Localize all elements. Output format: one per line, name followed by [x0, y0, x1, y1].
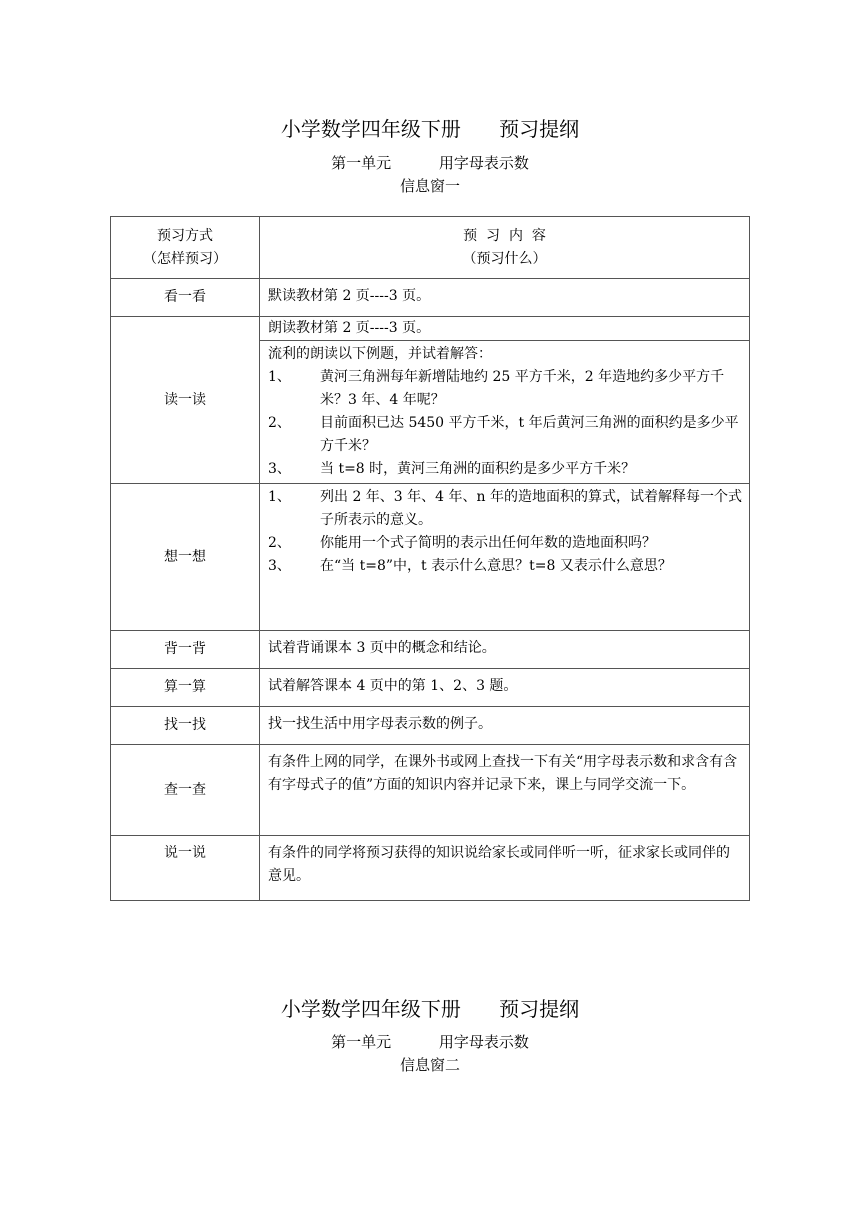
item-number: 2、 [268, 535, 291, 551]
header-content-line1: 预 习 内 容 [463, 227, 546, 244]
header-content [260, 217, 750, 279]
preview-outline-table [110, 216, 750, 901]
item-text: 在“当 t=8”中，t 表示什么意思？t=8 又表示什么意思？ [320, 558, 672, 574]
list-item [268, 486, 743, 532]
item-number: 2、 [268, 415, 291, 431]
item-text: 列出 2 年、3 年、4 年、n 年的造地面积的算式，试着解释每一个式子所表示的意义。 [320, 489, 742, 528]
item-text: 你能用一个式子简明的表示出任何年数的造地面积吗？ [320, 535, 656, 551]
read-block [260, 341, 749, 483]
header-method-line1: 预习方式 [157, 227, 213, 244]
read-intro: 流利的朗读以下例题，并试着解答： [268, 346, 492, 362]
item-text: 目前面积已达 5450 平方千米，t 年后黄河三角洲的面积约是多少平方千米？ [320, 415, 739, 454]
method-read: 读一读 [111, 317, 260, 484]
list-item [268, 532, 743, 555]
table-row-recite [111, 631, 750, 669]
method-calc: 算一算 [111, 669, 260, 707]
item-number: 1、 [268, 489, 291, 505]
table-row-read [111, 317, 750, 484]
method-recite: 背一背 [111, 631, 260, 669]
table-row-search [111, 745, 750, 836]
table-row-think [111, 484, 750, 631]
table-row-look [111, 279, 750, 317]
method-say: 说一说 [111, 836, 260, 901]
content-search: 有条件上网的同学，在课外书或网上查找一下有关“用字母表示数和求含有含有字母式子的值”方面的知识内容并记录下来，课上与同学交流一下。 [260, 745, 750, 836]
item-number: 1、 [268, 369, 291, 385]
method-look: 看一看 [111, 279, 260, 317]
content-look: 默读教材第 2 页----3 页。 [260, 279, 750, 317]
method-find: 找一找 [111, 707, 260, 745]
content-read [260, 317, 750, 484]
header-content-line2: （预习什么） [462, 250, 547, 267]
table-header-row [111, 217, 750, 279]
table-row-find [111, 707, 750, 745]
page-title: 小学数学四年级下册 预习提纲 [280, 117, 580, 141]
page2-unit-heading: 第一单元 用字母表示数 [331, 1033, 529, 1051]
item-text: 当 t=8 时，黄河三角洲的面积约是多少平方千米？ [320, 461, 636, 477]
content-think [260, 484, 750, 631]
content-say: 有条件的同学将预习获得的知识说给家长或同伴听一听，征求家长或同伴的意见。 [260, 836, 750, 901]
unit-heading: 第一单元 用字母表示数 [331, 154, 529, 172]
method-search: 查一查 [111, 745, 260, 836]
list-item [268, 412, 743, 458]
table-row-calc [111, 669, 750, 707]
info-window-heading: 信息窗一 [399, 177, 460, 195]
read-line1: 朗读教材第 2 页----3 页。 [260, 317, 749, 341]
list-item [268, 458, 743, 481]
page2-title: 小学数学四年级下册 预习提纲 [280, 997, 580, 1021]
header-method-line2: （怎样预习） [143, 250, 227, 267]
table-row-say [111, 836, 750, 901]
method-think: 想一想 [111, 484, 260, 631]
page2-info-window-heading: 信息窗二 [399, 1056, 460, 1074]
content-calc: 试着解答课本 4 页中的第 1、2、3 题。 [260, 669, 750, 707]
list-item [268, 366, 743, 412]
list-item [268, 555, 743, 578]
content-find: 找一找生活中用字母表示数的例子。 [260, 707, 750, 745]
header-method [111, 217, 260, 279]
item-number: 3、 [268, 461, 291, 477]
content-recite: 试着背诵课本 3 页中的概念和结论。 [260, 631, 750, 669]
item-text: 黄河三角洲每年新增陆地约 25 平方千米，2 年造地约多少平方千米？3 年、4 年呢？ [320, 369, 725, 408]
item-number: 3、 [268, 558, 291, 574]
